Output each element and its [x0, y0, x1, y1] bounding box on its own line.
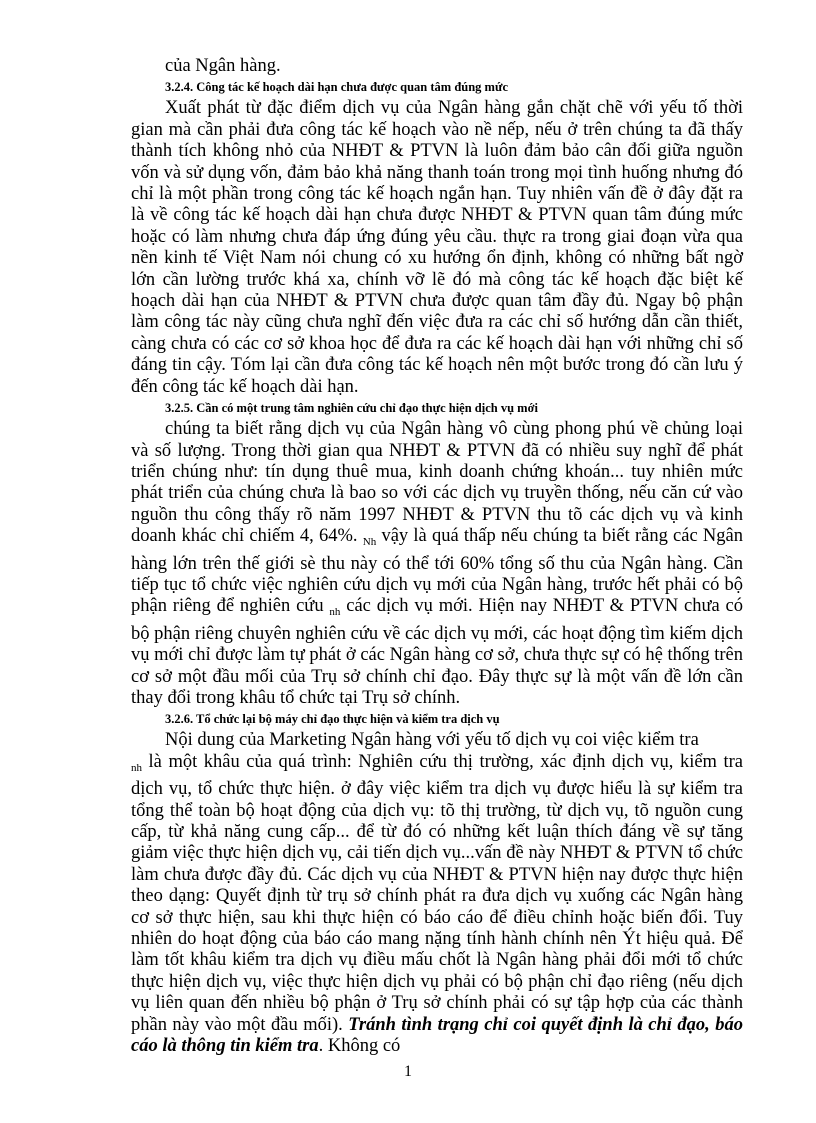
- paragraph-3-2-6-tail: . Không có: [318, 1036, 401, 1057]
- stray-fragment-nh-3: nh: [131, 761, 142, 774]
- section-heading-3-2-6: 3.2.6. Tổ chức lại bộ máy chỉ đạo thực hiện và kiểm tra dịch vụ: [165, 712, 500, 727]
- paragraph-3-2-5: [131, 419, 743, 709]
- paragraph-3-2-5-part-a: chúng ta biết rằng dịch vụ của Ngân hàng vô cùng phong phú về chủng loại và số lượng. Trong thời gian qua NHĐT & PTVN đã có nhiều suy nghĩ để phát triển chúng như: tín dụng thuê mua, kinh doanh chứng khoán... tuy nhiên mức phát triển của chúng chưa là bao so với các dịch vụ truyền thống, nếu căn cứ vào nguồn thu công thấy rõ năm 1997 NHĐT & PTVN thu tõ các dịch vụ và kinh doanh khác chỉ chiếm 4, 64%.: [131, 419, 743, 547]
- paragraph-3-2-6: [131, 752, 743, 1058]
- emphasis-text: Tránh tình trạng chỉ coi quyết định là chỉ đạo, báo cáo là thông tin kiểm tra: [131, 1014, 743, 1057]
- paragraph-3-2-5-part-b: vậy là quá thấp nếu chúng ta biết rằng các Ngân hàng lớn trên thế giới sè thu này có thể tới 60% tổng số thu của Ngân hàng. Cần tiếp tục tổ chức việc nghiên cứu dịch vụ mới của Ngân hàng, trước hết phải có bộ phận riêng để nghiên cứu: [131, 526, 743, 617]
- paragraph-3-2-6-body: là một khâu của quá trình: Nghiên cứu thị trường, xác định dịch vụ, kiểm tra dịch vụ, tổ chức thực hiện. ở đây việc kiểm tra dịch vụ được hiểu là sự kiểm tra tổng thể toàn bộ hoạt động của dịch vụ: tõ thị trường, từ dịch vụ, tõ nguồn cung cấp, từ khả năng cung cấp... để từ đó có những kết luận thích đáng về sự tăng giảm việc thực hiện dịch vụ, cải tiến dịch vụ...vấn đề này NHĐT & PTVN tổ chức làm chưa được đầy đủ. Các dịch vụ của NHĐT & PTVN hiện nay được thực hiện theo dạng: Quyết định từ trụ sở chính phát ra đưa dịch vụ xuống các Ngân hàng cơ sở thực hiện, sau khi thực hiện có báo cáo để điều chỉnh hoặc biến đổi. Tuy nhiên do hoạt động của báo cáo mang nặng tính hành chính nên Ýt hiệu quả. Để làm tốt khâu kiểm tra dịch vụ điều mấu chốt là Ngân hàng phải đổi mới tổ chức thực hiện dịch vụ, việc thực hiện dịch vụ phải có bộ phận chỉ đạo riêng (nếu dịch vụ liên quan đến nhiều bộ phận ở Trụ sở chính phải có sự tập hợp của các thành phần này vào một đầu mối).: [131, 751, 744, 1035]
- page-number: 1: [404, 1063, 412, 1080]
- section-heading-3-2-5: 3.2.5. Cần có một trung tâm nghiên cứu chỉ đạo thực hiện dịch vụ mới: [165, 401, 538, 416]
- intro-line: của Ngân hàng.: [165, 56, 281, 76]
- stray-fragment-nh-2: nh: [329, 606, 341, 619]
- stray-fragment-nh-1: Nh: [362, 536, 377, 549]
- section-heading-3-2-4: 3.2.4. Công tác kế hoạch dài hạn chưa được quan tâm đúng mức: [165, 80, 509, 95]
- document-body: [131, 56, 743, 1057]
- paragraph-3-2-6-first-line: Nội dung của Marketing Ngân hàng với yếu tố dịch vụ coi việc kiểm tra: [165, 730, 699, 751]
- paragraph-3-2-5-part-c: các dịch vụ mới. Hiện nay NHĐT & PTVN chưa có bộ phận riêng chuyên nghiên cứu về các dịch vụ mới, các hoạt động tìm kiếm dịch vụ mới chỉ được làm tự phát ở các Ngân hàng cơ sở, chưa thực sự có hệ thống trên cơ sở một đầu mối của Trụ sở chính chỉ đạo. Đây thực sự là một vấn đề lớn cần thay đổi trong khâu tổ chức tại Trụ sở chính.: [131, 596, 743, 708]
- paragraph-3-2-4: Xuất phát từ đặc điểm dịch vụ của Ngân hàng gắn chặt chẽ với yếu tố thời gian mà cần phải đưa công tác kế hoạch vào nề nếp, nếu ở trên chúng ta đã thấy thành tích không nhỏ của NHĐT & PTVN là luôn đảm bảo cân đối giữa nguồn vốn và sử dụng vốn, đảm bảo khả năng thanh toán trong mọi tình huống nhưng đó chỉ là một phần trong công tác kế hoạch ngắn hạn. Tuy nhiên vấn đề ở đây đặt ra là về công tác kế hoạch dài hạn chưa được NHĐT & PTVN quan tâm đúng mức hoặc có làm nhưng chưa đáp ứng đúng yêu cầu. thực ra trong giai đoạn vừa qua nền kinh tế Việt Nam nói chung có xu hướng ổn định, không có những bất ngờ lớn cần lường trước khá xa, chính vỡ lẽ đó mà công tác kế hoạch đặc biệt kế hoạch dài hạn của NHĐT & PTVN chưa được quan tâm đầy đủ. Ngay bộ phận làm công tác này cũng chưa nghĩ đến việc đưa ra các chỉ số hướng dẫn cần thiết, càng chưa có các cơ sở khoa học để đưa ra các kế hoạch dài hạn với những chỉ số đáng tin cậy. Tóm lại cần đưa công tác kế hoạch nên một bước trong đó cần lưu ý đến công tác kế hoạch dài hạn.: [131, 98, 743, 397]
